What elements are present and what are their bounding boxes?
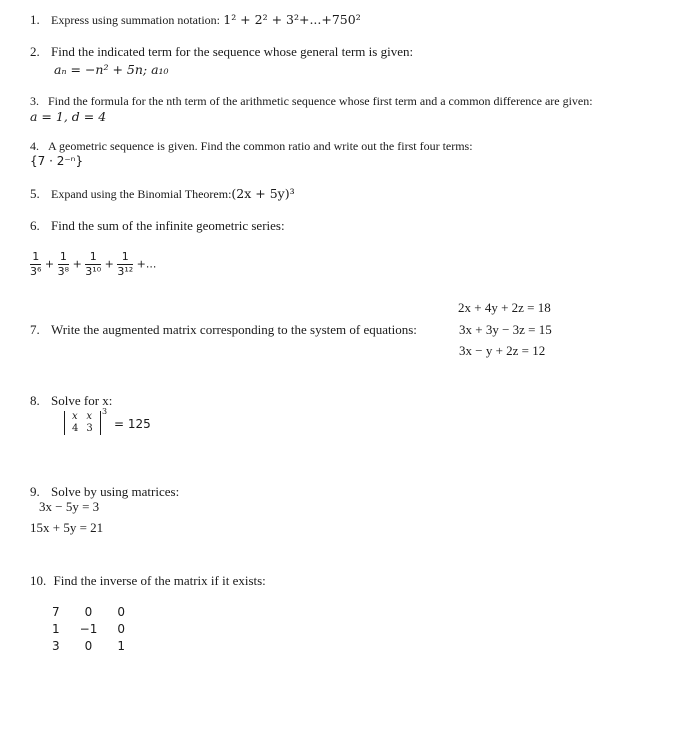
problem-2 [30, 44, 413, 60]
problem-number: 5. [30, 186, 40, 201]
problem-text: Write the augmented matrix corresponding to the system of equations: [51, 322, 417, 337]
problem-text: Solve by using matrices: [51, 484, 180, 499]
geometric-sequence-expression: {7 · 2⁻ⁿ} [30, 154, 84, 168]
problem-1 [30, 12, 361, 28]
matrix-cell: 0 [117, 621, 125, 636]
series-tail: +... [136, 257, 157, 271]
plus-sign: + [104, 257, 114, 271]
plus-sign: + [72, 257, 82, 271]
series-term-2: $\frac{1}{\text{3⁸}}$ [57, 250, 70, 278]
det-rhs: = 125 [114, 417, 151, 431]
binomial-expression: (2x + 5y)³ [231, 186, 295, 201]
problem-number: 8. [30, 393, 40, 408]
matrix-cell: 0 [84, 638, 93, 653]
det-cell: 4 [72, 423, 79, 434]
matrix-cell: −1 [79, 621, 98, 636]
problem-number: 2. [30, 44, 40, 59]
problem-7 [30, 322, 417, 338]
det-exponent: 3 [102, 407, 108, 416]
problem-5 [30, 186, 295, 202]
det-cell: x [86, 411, 93, 422]
equation-1: 3x − 5y = 3 [39, 499, 100, 514]
problem-text: Solve for x: [51, 393, 113, 408]
problem-8 [30, 393, 112, 409]
problem-number: 9. [30, 484, 40, 499]
series-term-4: $\frac{1}{\text{3¹²}}$ [117, 250, 134, 278]
infinite-series [30, 250, 156, 279]
matrix [42, 603, 135, 654]
matrix-cell: 1 [117, 638, 125, 653]
problem-4 [30, 139, 473, 154]
matrix-cell: 1 [52, 621, 60, 636]
problem-9 [30, 484, 179, 500]
problem-number: 3. [30, 94, 39, 108]
arithmetic-values: a = 1, d = 4 [30, 109, 107, 124]
matrix-cell: 0 [84, 604, 93, 619]
equation-1: 2x + 4y + 2z = 18 [458, 300, 551, 315]
plus-sign: + [44, 257, 55, 271]
matrix-row [42, 603, 135, 620]
problem-number: 10. [30, 573, 47, 588]
problem-number: 4. [30, 139, 39, 153]
det-cell: 3 [86, 423, 93, 434]
matrix-row [42, 637, 135, 654]
problem-text: Expand using the Binomial Theorem: [51, 187, 232, 201]
general-term-expression: aₙ = −n² + 5n; a₁₀ [54, 62, 169, 77]
problem-text: Find the formula for the nth term of the arithmetic sequence whose first term and a common difference are given: [48, 94, 593, 108]
problem-text: Express using summation notation: [51, 13, 220, 27]
det-cell: x [72, 411, 78, 422]
problem-3 [30, 94, 593, 109]
series-term-1: $\frac{1}{\text{3⁶}}$ [30, 250, 42, 278]
matrix-row [42, 620, 135, 637]
problem-number: 7. [30, 322, 40, 337]
determinant [64, 411, 101, 435]
problem-text: Find the inverse of the matrix if it exists: [53, 573, 266, 588]
problem-10 [30, 573, 266, 589]
summation-expression: 1² + 2² + 3²+...+750² [223, 12, 361, 27]
problem-text: A geometric sequence is given. Find the common ratio and write out the first four terms: [48, 139, 473, 153]
matrix-cell: 3 [52, 638, 60, 653]
problem-number: 1. [30, 12, 40, 27]
series-term-3: $\frac{1}{\text{3¹⁰}}$ [85, 250, 102, 278]
matrix-cell: 0 [117, 604, 125, 619]
equation-3: 3x − y + 2z = 12 [459, 343, 546, 358]
equation-2: 15x + 5y = 21 [30, 520, 104, 535]
problem-text: Find the indicated term for the sequence whose general term is given: [51, 44, 414, 59]
problem-number: 6. [30, 218, 40, 233]
problem-6 [30, 218, 285, 234]
matrix-cell: 7 [52, 604, 60, 619]
problem-text: Find the sum of the infinite geometric series: [51, 218, 285, 233]
equation-2: 3x + 3y − 3z = 15 [459, 322, 552, 337]
